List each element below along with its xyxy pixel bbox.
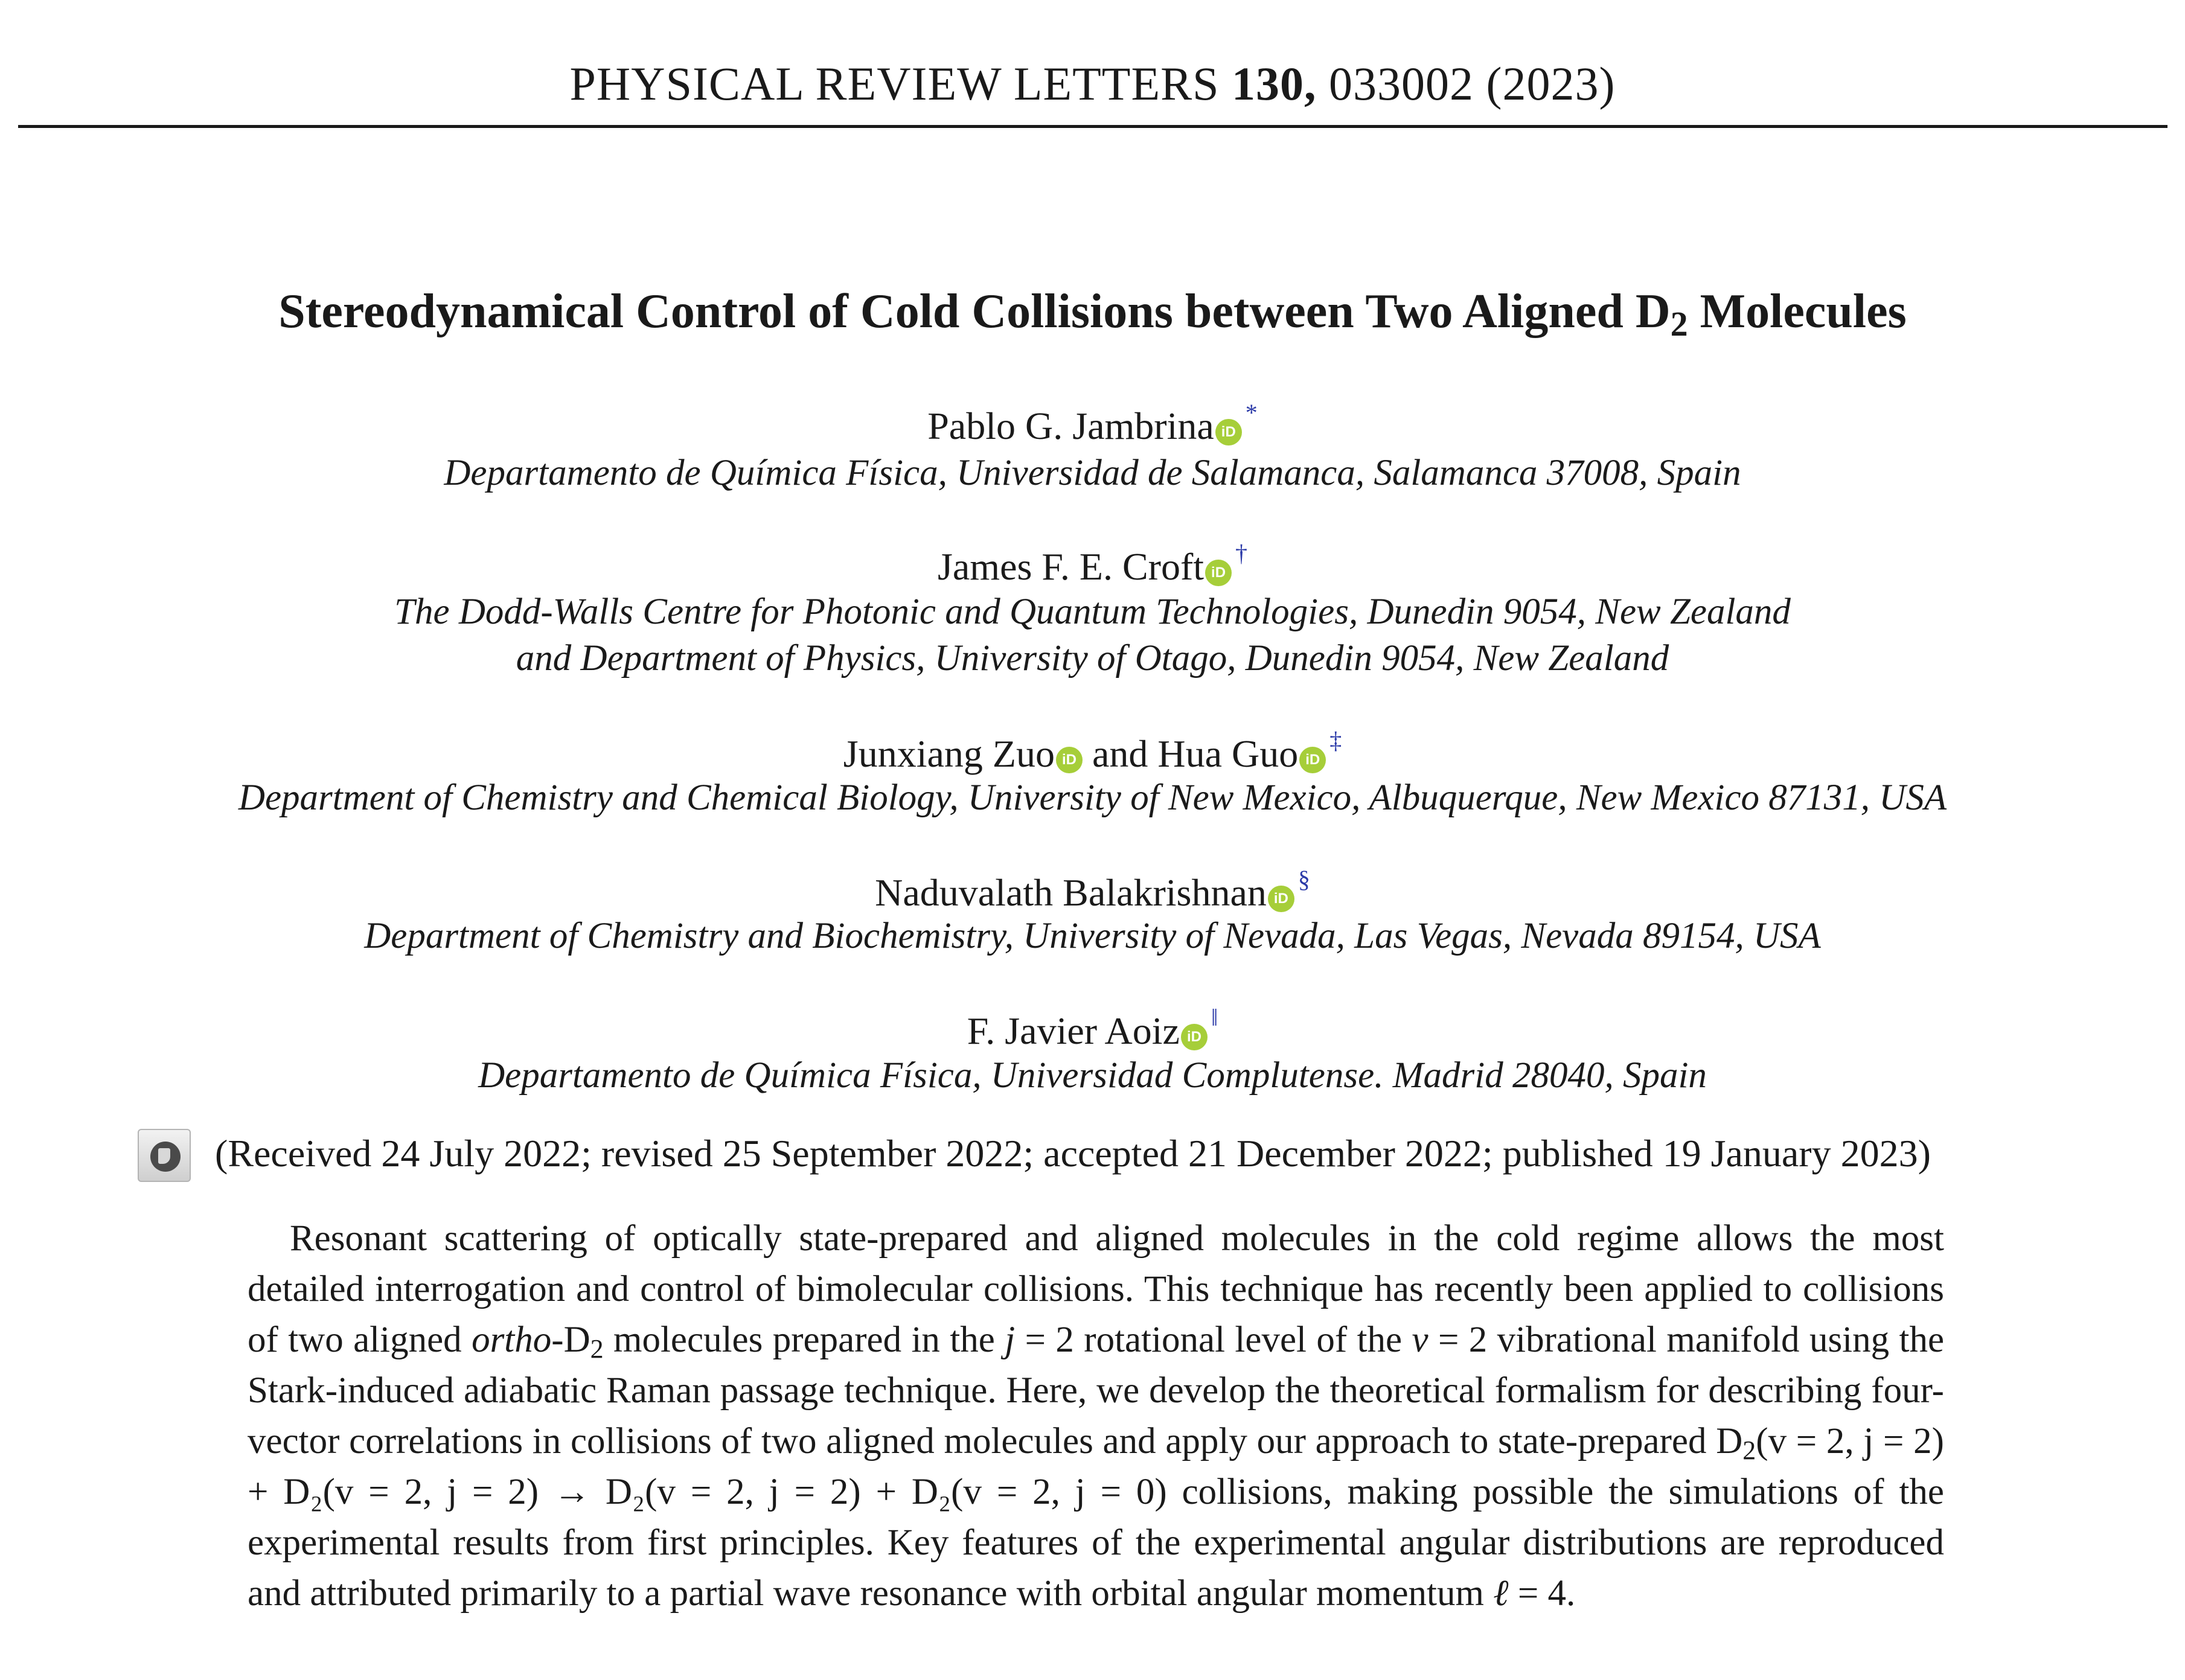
- math-symbol: ℓ: [1493, 1573, 1509, 1614]
- article-number: 033002 (2023): [1329, 57, 1616, 110]
- orcid-icon[interactable]: iD: [1205, 560, 1232, 586]
- received-dates: (Received 24 July 2022; revised 25 September 2022; accepted 21 December 2022; published 19 January 2023): [215, 1132, 1931, 1175]
- orcid-icon[interactable]: iD: [1056, 747, 1083, 773]
- paper-title: [0, 284, 2185, 345]
- abstract-text: [248, 1213, 1944, 1619]
- affiliation-6: [0, 1052, 2185, 1099]
- abstract-part: = 2 vibrational manifold using the Stark-induced adiabatic Raman passage technique. Here, we develop the theoretical formalism for describing four-vector correlations in collisions of two aligned molecules and apply our approach to state-prepared D: [248, 1320, 1945, 1461]
- journal-volume: 130,: [1232, 57, 1317, 110]
- title-suffix: Molecules: [1700, 285, 1907, 338]
- author-name: Hua Guo: [1157, 732, 1299, 775]
- title-subscript: 2: [1670, 304, 1688, 343]
- orcid-icon[interactable]: iD: [1299, 747, 1326, 773]
- author-block-3: [0, 726, 2185, 778]
- title-main: Stereodynamical Control of Cold Collisions between Two Aligned D: [278, 285, 1671, 338]
- math-symbol: j: [1005, 1320, 1016, 1360]
- footnote-mark[interactable]: ‖: [1211, 1004, 1218, 1031]
- reaction-equation: (v = 2, j = 2) + D₂(v = 2, j = 2) → D₂(v = 2, j = 2) + D₂(v = 2, j = 0): [248, 1421, 1944, 1512]
- journal-name: PHYSICAL REVIEW LETTERS: [569, 57, 1220, 110]
- header-rule: [18, 125, 2167, 128]
- abstract-part: -D: [551, 1320, 590, 1360]
- affiliation-3: [0, 775, 2185, 821]
- affiliation-1: [0, 450, 2185, 496]
- footnote-mark[interactable]: §: [1297, 866, 1310, 893]
- author-conjunction: and: [1092, 732, 1148, 775]
- abstract-subscript: 2: [590, 1334, 604, 1364]
- abstract-part: = 2 rotational level of the: [1015, 1320, 1403, 1360]
- abstract-part: Resonant scattering of optically state-prepared and aligned molecules in the cold regime allows the most detailed interrogation and control of bimolecular collisions. This technique has recently been applied to collisions of two aligned: [248, 1218, 1944, 1360]
- orcid-icon[interactable]: iD: [1181, 1024, 1208, 1050]
- footnote-mark[interactable]: *: [1245, 399, 1258, 426]
- author-block-5: [0, 865, 2185, 916]
- author-name: James F. E. Croft: [937, 545, 1204, 588]
- abstract-part: molecules prepared in the: [613, 1320, 995, 1360]
- orcid-icon[interactable]: iD: [1268, 886, 1294, 912]
- check-for-updates-icon[interactable]: [138, 1129, 191, 1182]
- affiliation-line: Departamento de Química Física, Universidad Complutense. Madrid 28040, Spain: [478, 1055, 1707, 1096]
- author-block-1: [0, 398, 2185, 450]
- author-block-6: [0, 1003, 2185, 1055]
- affiliation-2: [0, 589, 2185, 682]
- affiliation-line: and Department of Physics, University of Otago, Dunedin 9054, New Zealand: [516, 638, 1669, 679]
- abstract-part: collisions, making possible the simulations of the experimental results from first principles. Key features of the experimental angular distributions are reproduced and attributed primarily to a partial wave resonance with orbital angular momentum: [248, 1472, 1944, 1614]
- author-name: Naduvalath Balakrishnan: [875, 871, 1267, 914]
- author-name: F. Javier Aoiz: [967, 1009, 1180, 1052]
- math-symbol: v: [1412, 1320, 1428, 1360]
- abstract-part: = 4.: [1508, 1573, 1576, 1614]
- history-row: [138, 1129, 2058, 1183]
- journal-header: [0, 57, 2185, 110]
- author-name: Junxiang Zuo: [843, 732, 1055, 775]
- affiliation-line: Department of Chemistry and Chemical Biology, University of New Mexico, Albuquerque, New Mexico 87131, USA: [238, 778, 1947, 818]
- affiliation-line: Departamento de Química Física, Universidad de Salamanca, Salamanca 37008, Spain: [444, 453, 1741, 493]
- author-name: Pablo G. Jambrina: [927, 404, 1214, 447]
- affiliation-line: The Dodd-Walls Centre for Photonic and Quantum Technologies, Dunedin 9054, New Zealand: [394, 592, 1791, 632]
- abstract: [248, 1213, 1944, 1619]
- footnote-mark[interactable]: ‡: [1329, 727, 1342, 754]
- affiliation-5: [0, 913, 2185, 959]
- abstract-subscript: 2: [1742, 1436, 1756, 1465]
- affiliation-line: Department of Chemistry and Biochemistry, University of Nevada, Las Vegas, Nevada 89154, USA: [364, 916, 1821, 956]
- footnote-mark[interactable]: †: [1235, 540, 1248, 567]
- orcid-icon[interactable]: iD: [1215, 419, 1242, 446]
- author-block-2: [0, 539, 2185, 590]
- abstract-italic: ortho: [472, 1320, 552, 1360]
